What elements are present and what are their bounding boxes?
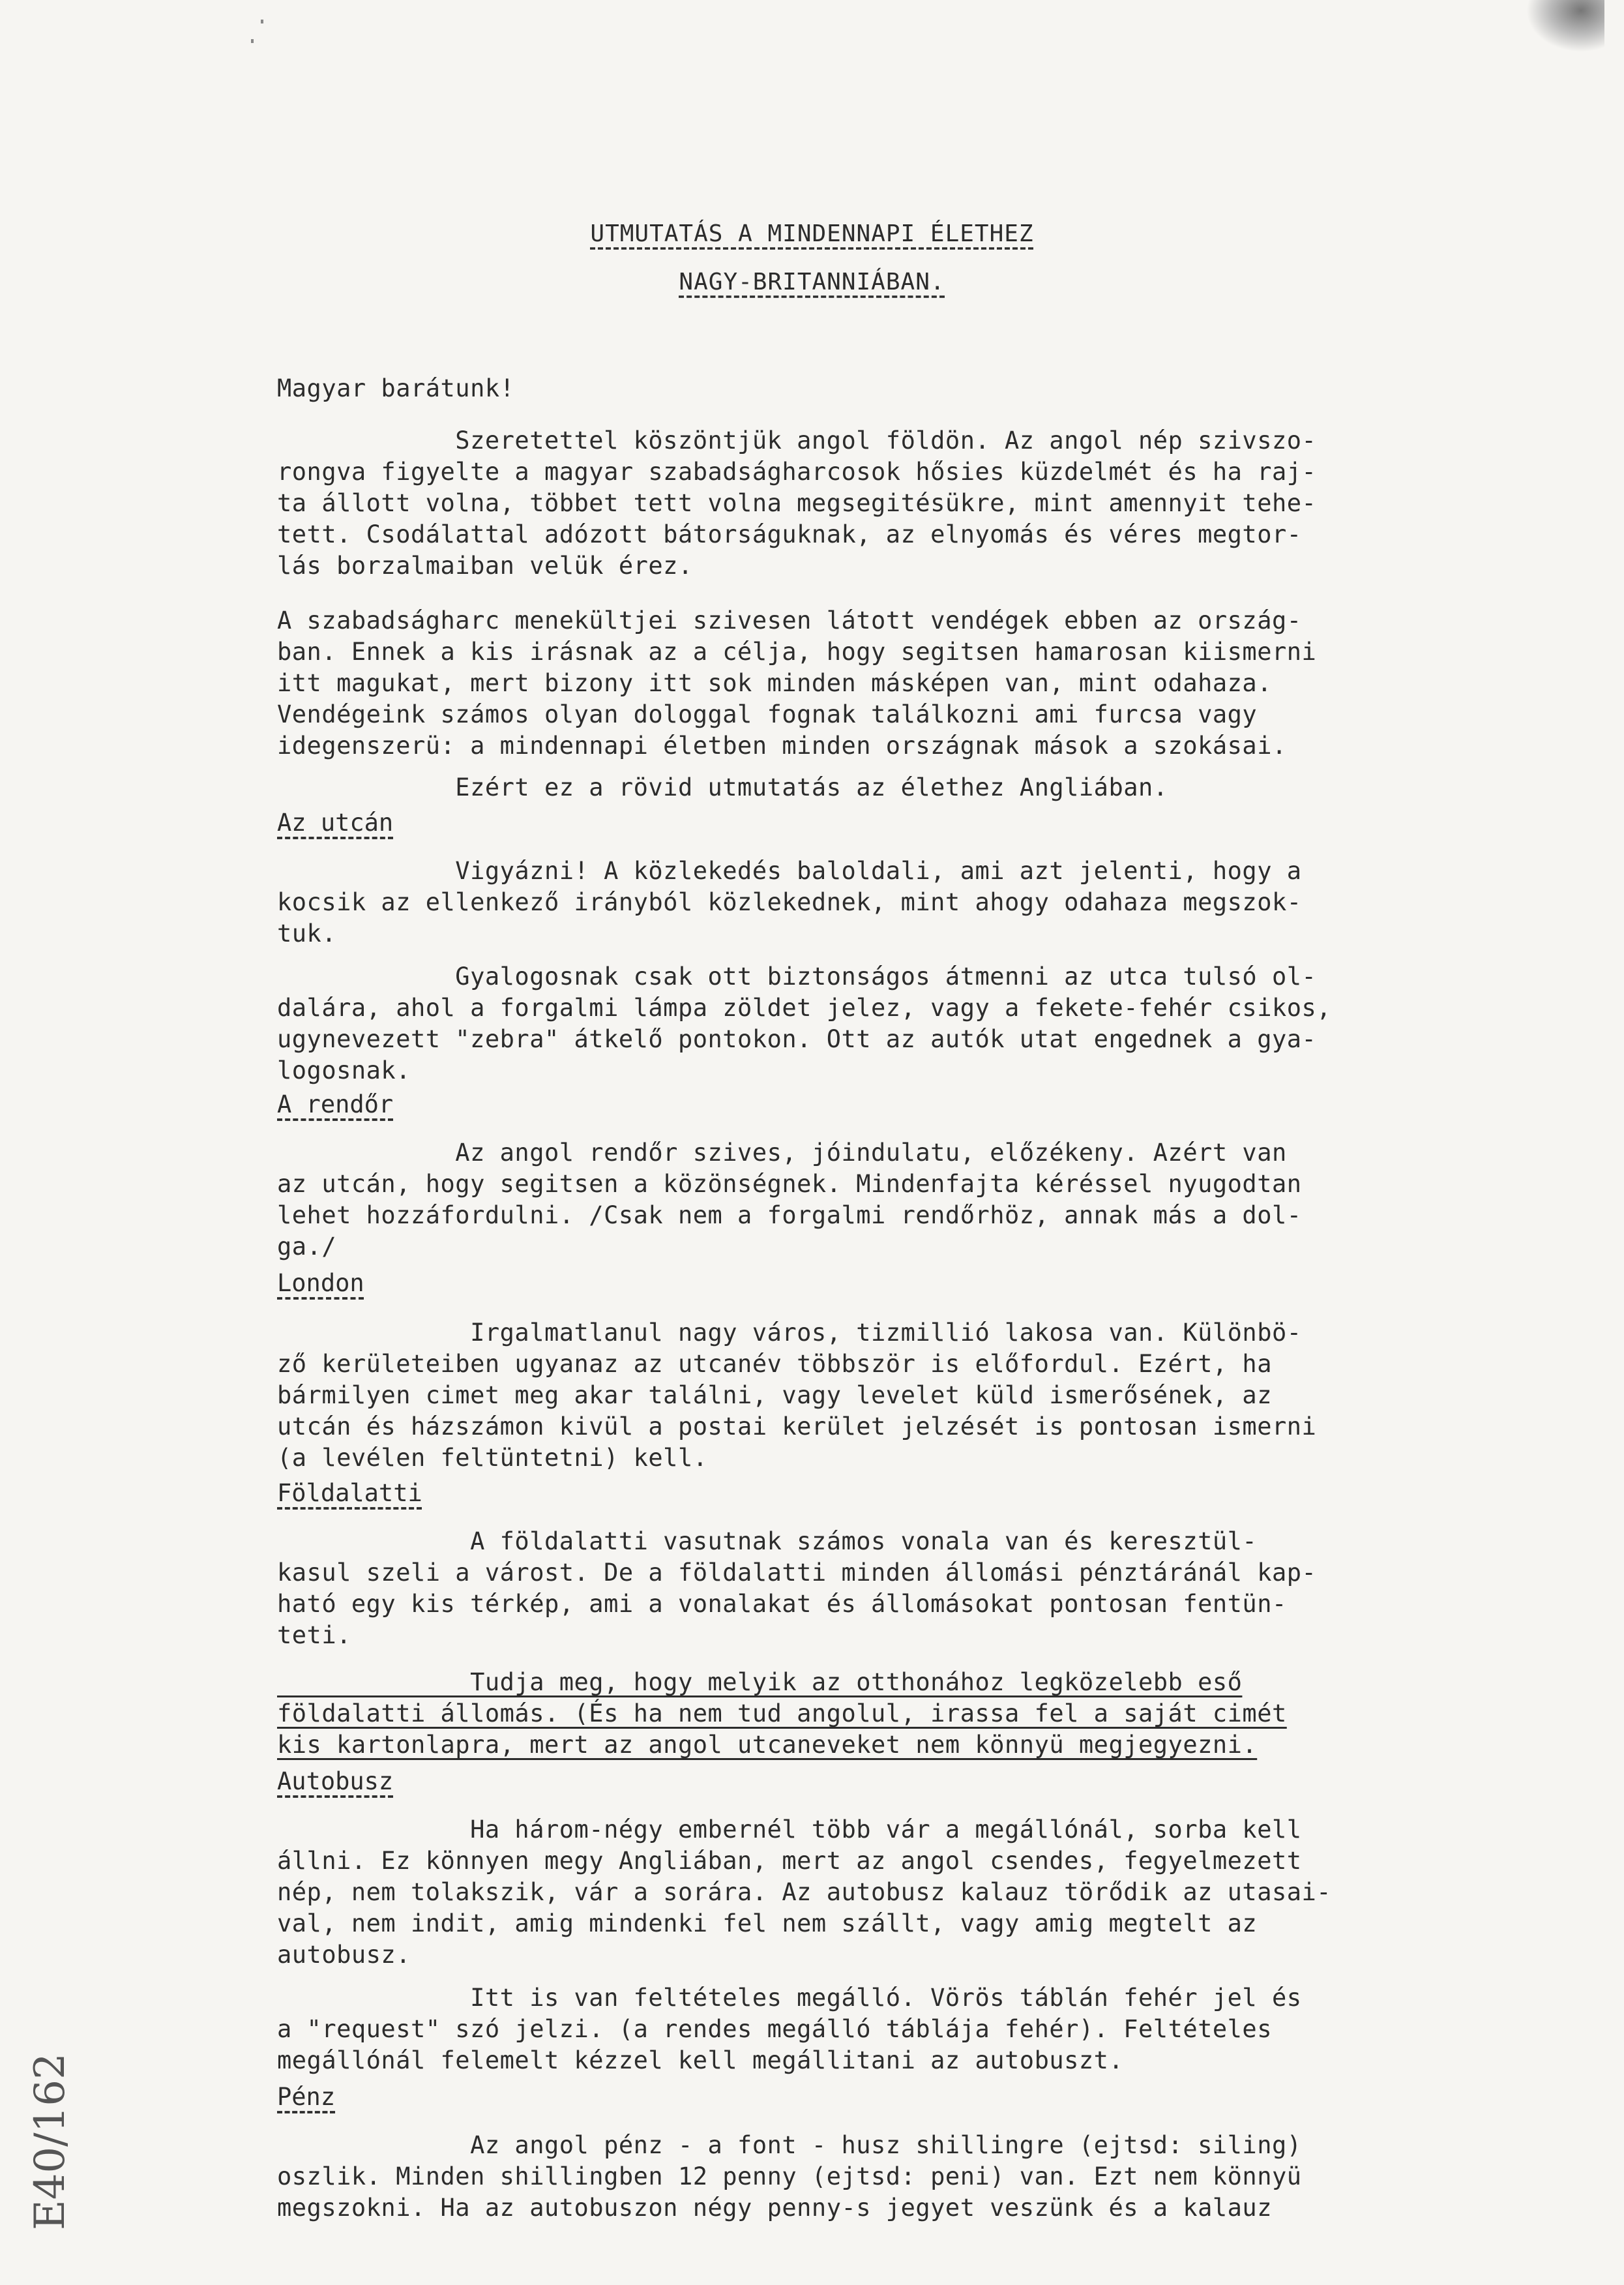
section-heading-london: London: [277, 1269, 364, 1297]
text-line: az utcán, hogy segitsen a közönségnek. Mindenfajta kéréssel nyugodtan: [277, 1170, 1302, 1198]
text-line: Itt is van feltételes megálló. Vörös táblán fehér jel és: [277, 1984, 1302, 2012]
text-line: lehet hozzáfordulni. /Csak nem a forgalmi rendőrhöz, annak más a dol-: [277, 1201, 1302, 1229]
text-line: Irgalmatlanul nagy város, tizmillió lakosa van. Különbö-: [277, 1319, 1302, 1347]
text-line: ta állott volna, többet tett volna megsegitésükre, mint amennyit tehe-: [277, 489, 1317, 517]
text-line: utcán és házszámon kivül a postai kerület jelzését is pontosan ismerni: [277, 1412, 1317, 1441]
text-line: nép, nem tolakszik, vár a sorára. Az autobusz kalauz törődik az utasai-: [277, 1878, 1332, 1906]
text-line: Szeretettel köszöntjük angol földön. Az angol nép szivszo-: [277, 426, 1317, 455]
section-heading-police: A rendőr: [277, 1090, 394, 1118]
section-heading-street: Az utcán: [277, 809, 394, 837]
text-line: idegenszerü: a mindennapi életben minden országnak mások a szokásai.: [277, 732, 1287, 760]
text-line: logosnak.: [277, 1056, 411, 1084]
text-line: Vigyázni! A közlekedés baloldali, ami azt jelenti, hogy a: [277, 857, 1302, 885]
text-line: Az angol rendőr szives, jóindulatu, előzékeny. Azért van: [277, 1139, 1287, 1167]
text-line: Az angol pénz - a font - husz shillingre (ejtsd: siling): [277, 2131, 1302, 2159]
text-line: a "request" szó jelzi. (a rendes megálló táblája fehér). Feltételes: [277, 2015, 1272, 2043]
scan-speck: [251, 39, 254, 43]
text-line: ga./: [277, 1232, 337, 1261]
text-line: megállónál felemelt kézzel kell megállitani az autobuszt.: [277, 2046, 1124, 2074]
text-line-underlined: Tudja meg, hogy melyik az otthonához legközelebb eső: [277, 1668, 1243, 1696]
text-line: teti.: [277, 1621, 351, 1649]
text-line: autobusz.: [277, 1941, 411, 1969]
section-heading-money: Pénz: [277, 2083, 336, 2111]
text-line: kocsik az ellenkező irányból közlekednek, mint ahogy odahaza megszok-: [277, 888, 1302, 916]
text-line: bármilyen cimet meg akar találni, vagy levelet küld ismerősének, az: [277, 1381, 1272, 1409]
text-line: lás borzalmaiban velük érez.: [277, 552, 693, 580]
text-line: megszokni. Ha az autobuszon négy penny-s jegyet veszünk és a kalauz: [277, 2194, 1272, 2222]
text-line-underlined: földalatti állomás. (És ha nem tud angolul, irassa fel a saját cimét: [277, 1699, 1287, 1727]
text-line-underlined: kis kartonlapra, mert az angol utcaneveket nem könnyü megjegyezni.: [277, 1731, 1258, 1759]
greeting: Magyar barátunk!: [277, 374, 515, 402]
text-line: állni. Ez könnyen megy Angliában, mert az angol csendes, fegyelmezett: [277, 1847, 1302, 1875]
text-line: kasul szeli a várost. De a földalatti minden állomási pénztáránál kap-: [277, 1559, 1317, 1587]
margin-handwritten-reference: E40/162: [26, 2053, 74, 2230]
text-line: oszlik. Minden shillingben 12 penny (ejtsd: peni) van. Ezt nem könnyü: [277, 2162, 1302, 2190]
document-title-line-2: NAGY-BRITANNIÁBAN.: [679, 269, 945, 295]
text-line: Ha három-négy embernél több vár a megállónál, sorba kell: [277, 1815, 1302, 1844]
text-line: A földalatti vasutnak számos vonala van és keresztül-: [277, 1527, 1258, 1555]
text-line: itt magukat, mert bizony itt sok minden másképen van, mint odahaza.: [277, 669, 1272, 697]
text-line: rongva figyelte a magyar szabadságharcosok hősies küzdelmét és ha raj-: [277, 458, 1317, 486]
text-line: (a levélen feltüntetni) kell.: [277, 1444, 708, 1472]
intro-closing: Ezért ez a rövid utmutatás az élethez Angliában.: [277, 773, 1168, 801]
text-line: val, nem indit, amig mindenki fel nem szállt, vagy amig megtelt az: [277, 1909, 1258, 1937]
text-line: ban. Ennek a kis irásnak az a célja, hogy segitsen hamarosan kiismerni: [277, 638, 1317, 666]
scan-corner-smudge: [1526, 0, 1604, 52]
scan-speck: [261, 20, 263, 23]
text-line: A szabadságharc menekültjei szivesen látott vendégek ebben az ország-: [277, 606, 1302, 635]
text-line: ugynevezett "zebra" átkelő pontokon. Ott az autók utat engednek a gya-: [277, 1025, 1317, 1053]
section-heading-underground: Földalatti: [277, 1479, 422, 1507]
text-line: dalára, ahol a forgalmi lámpa zöldet jelez, vagy a fekete-fehér csikos,: [277, 994, 1332, 1022]
text-line: ható egy kis térkép, ami a vonalakat és állomásokat pontosan fentün-: [277, 1590, 1287, 1618]
text-line: tuk.: [277, 919, 337, 948]
text-line: ző kerületeiben ugyanaz az utcanév többször is előfordul. Ezért, ha: [277, 1350, 1272, 1378]
text-line: Vendégeink számos olyan dologgal fognak találkozni ami furcsa vagy: [277, 700, 1258, 728]
document-title-line-1: UTMUTATÁS A MINDENNAPI ÉLETHEZ: [590, 220, 1034, 247]
section-heading-bus: Autobusz: [277, 1767, 394, 1795]
text-line: Gyalogosnak csak ott biztonságos átmenni az utca tulsó ol-: [277, 963, 1317, 991]
text-line: tett. Csodálattal adózott bátorságuknak, az elnyomás és véres megtor-: [277, 520, 1302, 548]
